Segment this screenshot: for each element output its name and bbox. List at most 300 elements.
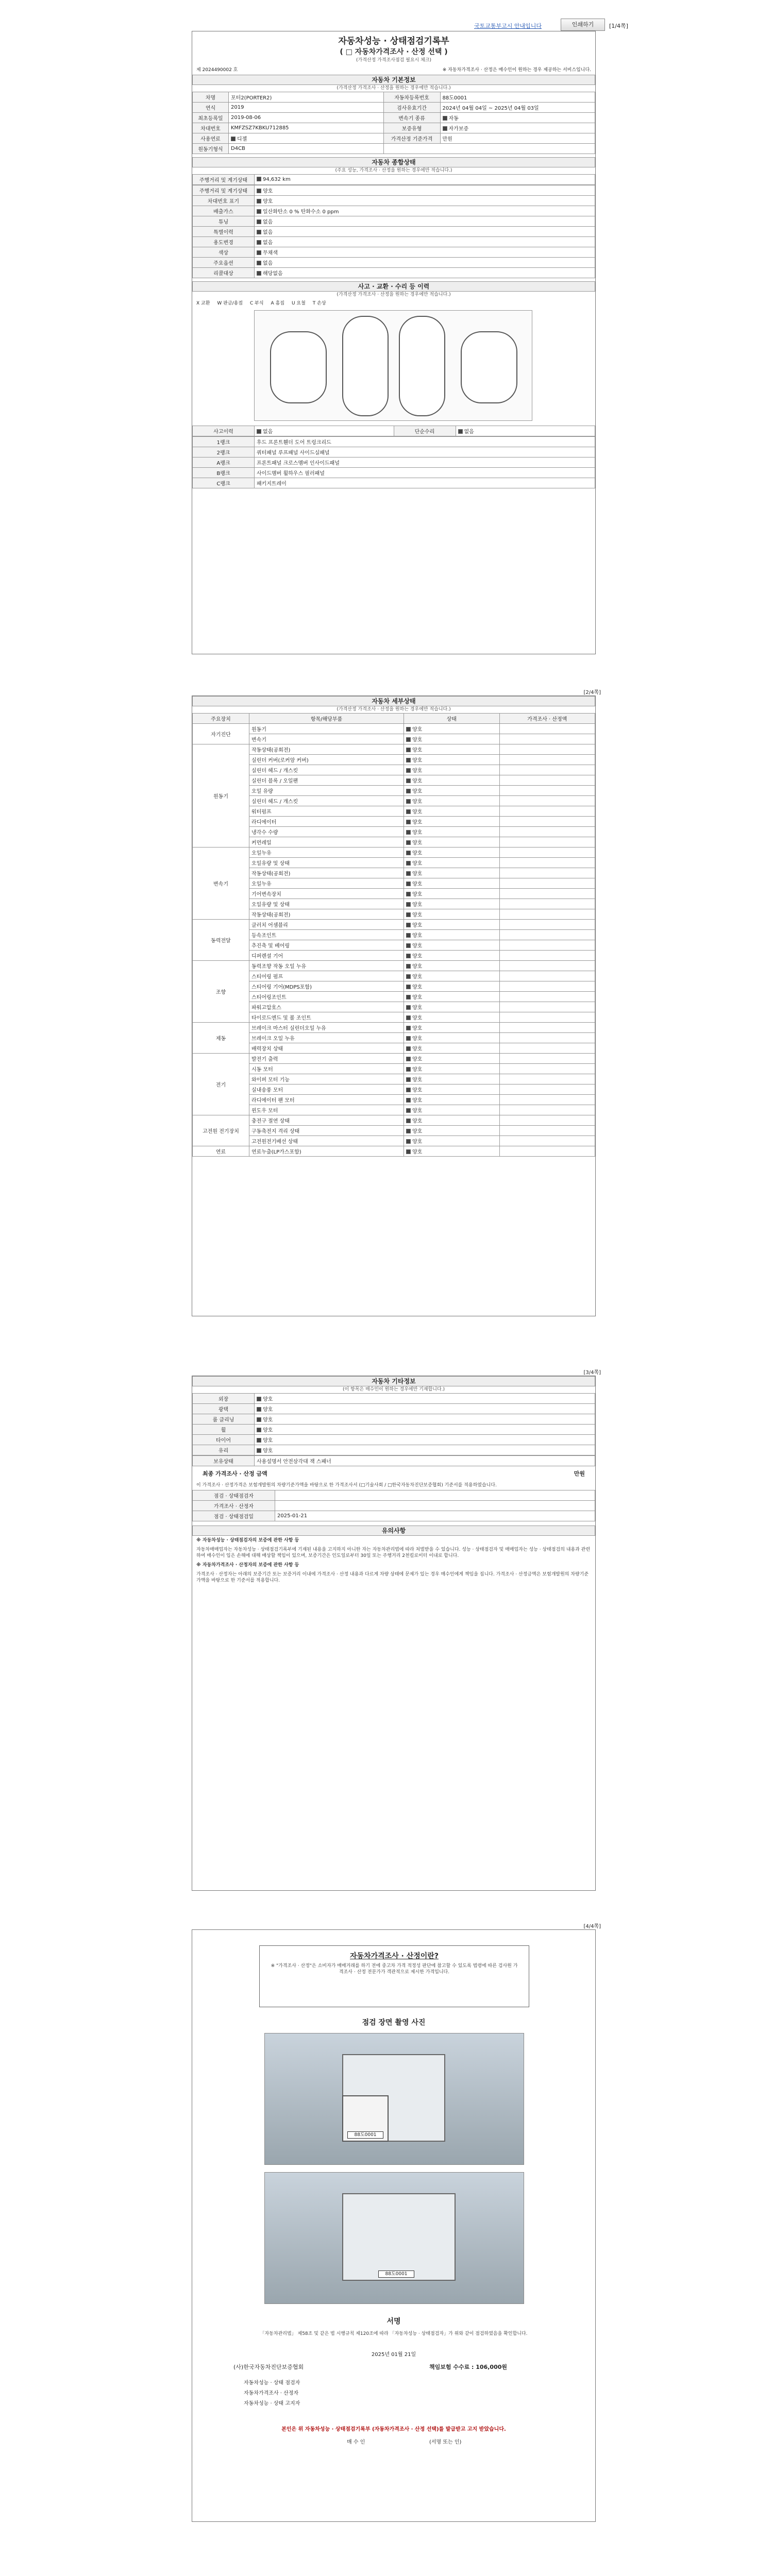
checkbox-icon (406, 912, 411, 917)
detail-item: 충전구 절연 상태 (249, 1115, 404, 1126)
detail-row (193, 1023, 595, 1033)
detail-status (404, 971, 500, 981)
detail-item: 라디에이터 팬 모터 (249, 1095, 404, 1105)
detail-status (404, 775, 500, 786)
banner (259, 1945, 529, 2007)
detail-row (193, 827, 595, 837)
state-row (193, 258, 595, 268)
detail-item: 실린더 커버(로커암 커버) (249, 755, 404, 765)
checkbox-icon (443, 126, 447, 131)
signer-notifier: 자동차성능 · 상태 고지자 (244, 2401, 300, 2406)
accident-table (192, 426, 595, 436)
checkbox-icon (257, 1438, 261, 1443)
detail-row (193, 1074, 595, 1084)
checkbox-icon (231, 137, 236, 141)
banner-text: ※ "가격조사 · 산정"은 소비자가 매매거래를 하기 전에 중고차 가격 적정성 판단에 참고할 수 있도록 법령에 따른 검사원 가격조사 · 산정 전문가가 객관적으로 제시한 가격입니다. (271, 1963, 518, 1975)
detail-row (193, 775, 595, 786)
status-value: 양호 (412, 1118, 423, 1124)
detail-status (404, 992, 500, 1002)
detail-item: 고전원전기배선 상태 (249, 1136, 404, 1146)
detail-item: 냉각수 수량 (249, 827, 404, 837)
detail-price (499, 1084, 595, 1095)
detail-status (404, 878, 500, 889)
detail-price (499, 1115, 595, 1126)
notice-head-2: ※ 자동차가격조사 · 산정자의 보증에 관한 사항 등 (196, 1563, 299, 1568)
status-value: 양호 (412, 861, 423, 867)
detail-row (193, 1043, 595, 1054)
eval-title: 최종 가격조사 · 산정 금액 (203, 1470, 267, 1477)
status-value: 양호 (412, 985, 423, 990)
detail-status (404, 1012, 500, 1023)
label-fuel: 사용연료 (193, 133, 229, 144)
license-plate: 88도0001 (347, 2131, 383, 2139)
detail-status (404, 724, 500, 734)
rear-photo (264, 2172, 524, 2304)
state-row (193, 196, 595, 206)
detail-group: 전기 (193, 1054, 249, 1115)
status-value: 양호 (412, 1098, 423, 1104)
etc-status (255, 1445, 595, 1455)
detail-row (193, 920, 595, 930)
page-title: 자동차성능 · 상태점검기록부 (338, 36, 449, 46)
state-cell (255, 268, 595, 278)
detail-price (499, 889, 595, 899)
state-cell (255, 206, 595, 216)
status-value: 양호 (412, 737, 423, 743)
detail-item: 변속기 (249, 734, 404, 744)
detail-status (404, 848, 500, 858)
detail-row (193, 889, 595, 899)
detail-status (404, 1115, 500, 1126)
etc-status (255, 1425, 595, 1435)
frame-parts: 프론트패널 크로스멤버 인사이드패널 (255, 457, 595, 468)
status-value: 양호 (412, 1088, 423, 1093)
etc-row (193, 1445, 595, 1455)
status-value: 양호 (412, 912, 423, 918)
status-value: 양호 (412, 1139, 423, 1145)
detail-row (193, 971, 595, 981)
detail-item: 구동축전지 격리 상태 (249, 1126, 404, 1136)
checkbox-icon (257, 1448, 261, 1453)
detail-status (404, 899, 500, 909)
checkbox-icon (406, 1088, 411, 1092)
status-value: 양호 (412, 995, 423, 1001)
checkbox-icon (257, 230, 261, 234)
checkbox-icon (406, 830, 411, 835)
eval-note: 이 가격조사 · 산정가격은 보험개발원의 차량기준가액을 바탕으로 한 가격조사서 (□기술사회 / □한국자동차진단보증협회) 기준서를 적용하였습니다. (196, 1483, 497, 1488)
print-button[interactable]: 인쇄하기 (561, 19, 605, 31)
status-value: 양호 (263, 1417, 273, 1423)
signer-table (192, 1490, 595, 1521)
detail-row (193, 796, 595, 806)
detail-price (499, 1012, 595, 1023)
detail-status (404, 951, 500, 961)
etc-row (193, 1404, 595, 1414)
checkbox-icon (406, 1015, 411, 1020)
detail-item: 작동상태(공회전) (249, 909, 404, 920)
label-accident: 사고이력 (193, 426, 255, 436)
detail-price (499, 858, 595, 868)
checkbox-icon (406, 1057, 411, 1061)
label-inspector: 점검 · 상태점검자 (193, 1490, 275, 1501)
detail-status (404, 755, 500, 765)
detail-price (499, 981, 595, 992)
detail-price (499, 971, 595, 981)
detail-status (404, 930, 500, 940)
checkbox-icon (406, 902, 411, 907)
detail-item: 작동상태(공회전) (249, 868, 404, 878)
detail-row (193, 940, 595, 951)
checkbox-icon (406, 799, 411, 804)
accident-value: 없음 (263, 429, 273, 435)
detail-item: 파워고압호스 (249, 1002, 404, 1012)
detail-row (193, 1095, 595, 1105)
photo-title: 점검 장면 촬영 사진 (362, 2019, 426, 2027)
detail-status (404, 909, 500, 920)
license-plate: 88도0001 (378, 2270, 414, 2278)
state-value: 해당없음 (263, 271, 283, 277)
state-label: 주요옵션 (193, 258, 255, 268)
status-value: 양호 (412, 799, 423, 805)
detail-col-header: 항목/해당부품 (249, 714, 404, 724)
checkbox-icon (406, 809, 411, 814)
top-bar (474, 19, 701, 32)
reg-no: 88도0001 (440, 92, 595, 103)
label-inspect: 검사유효기간 (383, 103, 440, 113)
detail-col-header: 가격조사 · 산정액 (499, 714, 595, 724)
state-row (193, 206, 595, 216)
eval-unit: 만원 (574, 1470, 585, 1477)
checkbox-icon (257, 1397, 261, 1401)
etc-row (193, 1425, 595, 1435)
detail-row (193, 786, 595, 796)
detail-price (499, 961, 595, 971)
state-label: 튜닝 (193, 216, 255, 227)
checkbox-icon (406, 933, 411, 938)
status-value: 양호 (412, 820, 423, 825)
checkbox-icon (406, 943, 411, 948)
detail-row (193, 1054, 595, 1064)
sign-date: 2025년 01월 21일 (371, 2352, 416, 2358)
basic-info-table (192, 92, 595, 154)
etc-table (192, 1393, 595, 1455)
detail-status (404, 868, 500, 878)
state-label: 주행거리 및 계기상태 (193, 185, 255, 196)
detail-row (193, 961, 595, 971)
status-value: 양호 (412, 1057, 423, 1062)
status-value: 양호 (263, 1407, 273, 1413)
checkbox-icon (257, 199, 261, 204)
year: 2019 (229, 103, 384, 113)
state-label: 색상 (193, 247, 255, 258)
label-pricer: 가격조사 · 산정자 (193, 1501, 275, 1511)
detail-price (499, 1054, 595, 1064)
detail-row (193, 734, 595, 744)
detail-item: 시동 모터 (249, 1064, 404, 1074)
status-value: 양호 (412, 923, 423, 928)
label-price: 가격산정 기준가격 (383, 133, 440, 144)
detail-price (499, 899, 595, 909)
detail-price (499, 755, 595, 765)
frame-rank: C랭크 (193, 478, 255, 488)
status-value: 양호 (412, 768, 423, 774)
detail-row (193, 868, 595, 878)
truck-rear-icon (342, 2193, 456, 2281)
status-value: 양호 (412, 1149, 423, 1155)
detail-item: 브레이크 오일 누유 (249, 1033, 404, 1043)
detail-item: 오일 유량 (249, 786, 404, 796)
checkbox-icon (406, 840, 411, 845)
label-year: 연식 (193, 103, 229, 113)
status-value: 양호 (412, 748, 423, 753)
detail-row (193, 930, 595, 940)
detail-item: 실린더 헤드 / 개스킷 (249, 796, 404, 806)
fee-label: 책임보험 수수료 : 106,000원 (429, 2364, 507, 2370)
detail-group: 자기진단 (193, 724, 249, 744)
detail-status (404, 1084, 500, 1095)
checkbox-icon (257, 219, 261, 224)
detail-row (193, 806, 595, 817)
state-value: 없음 (263, 261, 273, 266)
legend-item: C 부식 (250, 301, 264, 306)
etc-sub: (이 항목은 매수인이 원하는 경우에만 기재합니다.) (342, 1387, 445, 1392)
detail-price (499, 724, 595, 734)
frame-row (193, 468, 595, 478)
detail-item: 윈도우 모터 (249, 1105, 404, 1115)
status-value: 양호 (412, 1046, 423, 1052)
detail-group: 제동 (193, 1023, 249, 1054)
vin: KMFZSZ7KBKU712885 (229, 123, 384, 133)
etc-row (193, 1435, 595, 1445)
price: 만원 (440, 133, 595, 144)
diagram-frame (254, 310, 532, 421)
status-value: 양호 (412, 1015, 423, 1021)
detail-item: 발전기 출력 (249, 1054, 404, 1064)
etc-label: 타이어 (193, 1435, 255, 1445)
checkbox-icon (257, 1407, 261, 1412)
detail-status (404, 981, 500, 992)
checkbox-icon (406, 1118, 411, 1123)
detail-item: 오일유량 및 상태 (249, 858, 404, 868)
detail-item: 디퍼렌셜 기어 (249, 951, 404, 961)
car-bottom-view-icon (399, 316, 445, 416)
detail-price (499, 775, 595, 786)
checkbox-icon (257, 240, 261, 245)
state-row (193, 185, 595, 196)
checkbox-icon (406, 882, 411, 886)
state-header: 자동차 종합상태 (192, 157, 595, 167)
detail-group: 원동기 (193, 744, 249, 848)
checkbox-icon (406, 985, 411, 989)
detail-group: 변속기 (193, 848, 249, 920)
state-label: 배출가스 (193, 206, 255, 216)
checkbox-icon (406, 820, 411, 824)
detail-price (499, 786, 595, 796)
detail-col-header: 주요장치 (193, 714, 249, 724)
state-cell (255, 196, 595, 206)
state-cell (255, 237, 595, 247)
legend-item: A 흠집 (271, 301, 284, 306)
frame-row (193, 478, 595, 488)
car-left-view-icon (270, 331, 327, 403)
detail-row (193, 951, 595, 961)
detail-item: 실내송풍 모터 (249, 1084, 404, 1095)
notice-body-1: 자동차매매업자는 자동차성능 · 상태점검기록부에 기재된 내용을 고지하지 아니한 자는 자동차관리법에 따라 처벌받을 수 있습니다. 성능 · 상태점검자 및 매매업자는 성능 · 상태점검의 내용과 관련하여 매수인이 입은 손해에 대해 배상할 책임이 있으며, 보증기간은 인도일로부터 30일 또는 주행거리 2천킬로미터 이내로 합니다. (196, 1547, 591, 1558)
checkbox-icon (257, 189, 261, 193)
status-value: 양호 (412, 830, 423, 836)
detail-item: 오일누유 (249, 878, 404, 889)
status-value: 양호 (412, 933, 423, 939)
status-value: 양호 (412, 851, 423, 856)
detail-row (193, 992, 595, 1002)
detail-status (404, 920, 500, 930)
label-vin: 차대번호 (193, 123, 229, 133)
status-value: 양호 (412, 943, 423, 949)
detail-row (193, 1064, 595, 1074)
detail-row (193, 848, 595, 858)
page-4 (192, 1929, 596, 2522)
detail-item: 스티어링조인트 (249, 992, 404, 1002)
legend-item: T 손상 (312, 301, 326, 306)
detail-status (404, 1002, 500, 1012)
inspect-date: 2025-01-21 (275, 1511, 595, 1521)
detail-row (193, 1105, 595, 1115)
checkbox-icon (406, 995, 411, 999)
state-row (193, 268, 595, 278)
detail-price (499, 848, 595, 858)
detail-item: 커먼레일 (249, 837, 404, 848)
status-value: 양호 (412, 902, 423, 908)
etc-label: 휠 (193, 1425, 255, 1435)
detail-group: 조향 (193, 961, 249, 1023)
page-indicator: [1/4쪽] (609, 23, 628, 29)
detail-price (499, 1043, 595, 1054)
detail-row (193, 1084, 595, 1095)
detail-price (499, 940, 595, 951)
state-cell (255, 185, 595, 196)
signer-pricer: 자동차가격조사 · 산정자 (244, 2391, 299, 2396)
detail-price (499, 1023, 595, 1033)
detail-row (193, 858, 595, 868)
status-value: 양호 (412, 974, 423, 980)
sign-note: 「자동차관리법」 제58조 및 같은 법 시행규칙 제120조에 따라 「자동차성능 · 상태점검자」가 위와 같이 점검하였음을 확인합니다. (260, 2331, 528, 2336)
checkbox-icon (458, 429, 463, 434)
detail-row (193, 837, 595, 848)
state-cell (255, 258, 595, 268)
state-row (193, 216, 595, 227)
detail-status (404, 1146, 500, 1157)
label-basic-items: 보유상태 (193, 1456, 255, 1466)
detail-status (404, 961, 500, 971)
detail-row (193, 1002, 595, 1012)
detail-item: 스티어링 펌프 (249, 971, 404, 981)
status-value: 양호 (263, 1438, 273, 1444)
detail-price (499, 1105, 595, 1115)
state-value: 없음 (263, 240, 273, 246)
legend-item: U 요철 (291, 301, 306, 306)
frame-parts: 후드 프론트휀더 도어 트렁크리드 (255, 437, 595, 447)
state-label: 차대번호 표기 (193, 196, 255, 206)
status-value: 양호 (263, 1448, 273, 1454)
state-label: 용도변경 (193, 237, 255, 247)
page-number: [2/4쪽] (583, 690, 601, 696)
page-subtitle: ( □ 자동차가격조사 · 산정 선택 ) (340, 48, 448, 56)
etc-status (255, 1404, 595, 1414)
detail-table (192, 713, 595, 1157)
detail-status (404, 796, 500, 806)
detail-item: 와이퍼 모터 기능 (249, 1074, 404, 1084)
frame-rank: A랭크 (193, 457, 255, 468)
checkbox-icon (406, 1098, 411, 1103)
checkbox-icon (406, 1067, 411, 1072)
status-value: 양호 (412, 758, 423, 764)
detail-status (404, 827, 500, 837)
detail-price (499, 1002, 595, 1012)
detail-status (404, 1126, 500, 1136)
detail-status (404, 1023, 500, 1033)
detail-price (499, 1033, 595, 1043)
checkbox-icon (406, 1077, 411, 1082)
subtitle-note: (가격산정 가격조사점검 필요시 체크) (356, 58, 432, 63)
detail-price (499, 806, 595, 817)
detail-price (499, 827, 595, 837)
status-value: 양호 (412, 1005, 423, 1011)
status-value: 양호 (412, 882, 423, 887)
status-value: 양호 (412, 778, 423, 784)
notice-link[interactable]: 국토교통부고시 안내입니다 (474, 23, 542, 29)
car-top-view-icon (342, 316, 389, 416)
legend-item: X 교환 (196, 301, 210, 306)
checkbox-icon (406, 892, 411, 896)
detail-row (193, 724, 595, 734)
state-value: 양호 (263, 189, 273, 194)
detail-item: 클러치 어셈블리 (249, 920, 404, 930)
status-value: 양호 (412, 840, 423, 846)
notice-body-2: 가격조사 · 산정자는 아래의 보증기간 또는 보증거리 이내에 가격조사 · 산정 내용과 다르게 차량 상태에 문제가 있는 경우 매수인에게 책임을 집니다. 가격조사 · 산정금액은 보험개발원의 차량기준가액을 바탕으로 한 기준서를 적용합니다. (196, 1572, 589, 1583)
checkbox-icon (406, 851, 411, 855)
checkbox-icon (443, 116, 447, 121)
state-row (193, 227, 595, 237)
checkbox-icon (257, 1428, 261, 1432)
status-value: 양호 (412, 1108, 423, 1114)
detail-status (404, 765, 500, 775)
detail-item: 브레이크 마스터 실린더오일 누유 (249, 1023, 404, 1033)
detail-price (499, 909, 595, 920)
detail-price (499, 1136, 595, 1146)
detail-row (193, 878, 595, 889)
etc-label: 외장 (193, 1394, 255, 1404)
inspect-period: 2024년 04월 04일 ~ 2025년 04월 03일 (440, 103, 595, 113)
detail-header: 자동차 세부상태 (192, 696, 595, 706)
detail-item: 연료누출(LP가스포함) (249, 1146, 404, 1157)
notice-header: 유의사항 (192, 1526, 595, 1536)
detail-status (404, 1095, 500, 1105)
seal-label: (서명 또는 인) (429, 2439, 462, 2445)
accident-header: 사고 · 교환 · 수리 등 이력 (192, 281, 595, 292)
state-value: 없음 (263, 230, 273, 235)
detail-item: 라디에이터 (249, 817, 404, 827)
basic-items-table (192, 1455, 595, 1466)
etc-status (255, 1394, 595, 1404)
checkbox-icon (406, 1026, 411, 1030)
label-engine: 원동기형식 (193, 144, 229, 154)
detail-price (499, 734, 595, 744)
sign-title: 서명 (386, 2317, 401, 2326)
detail-item: 스티어링 기어(MDPS포함) (249, 981, 404, 992)
detail-status (404, 786, 500, 796)
status-value: 양호 (263, 1428, 273, 1433)
detail-item: 배력장치 상태 (249, 1043, 404, 1054)
